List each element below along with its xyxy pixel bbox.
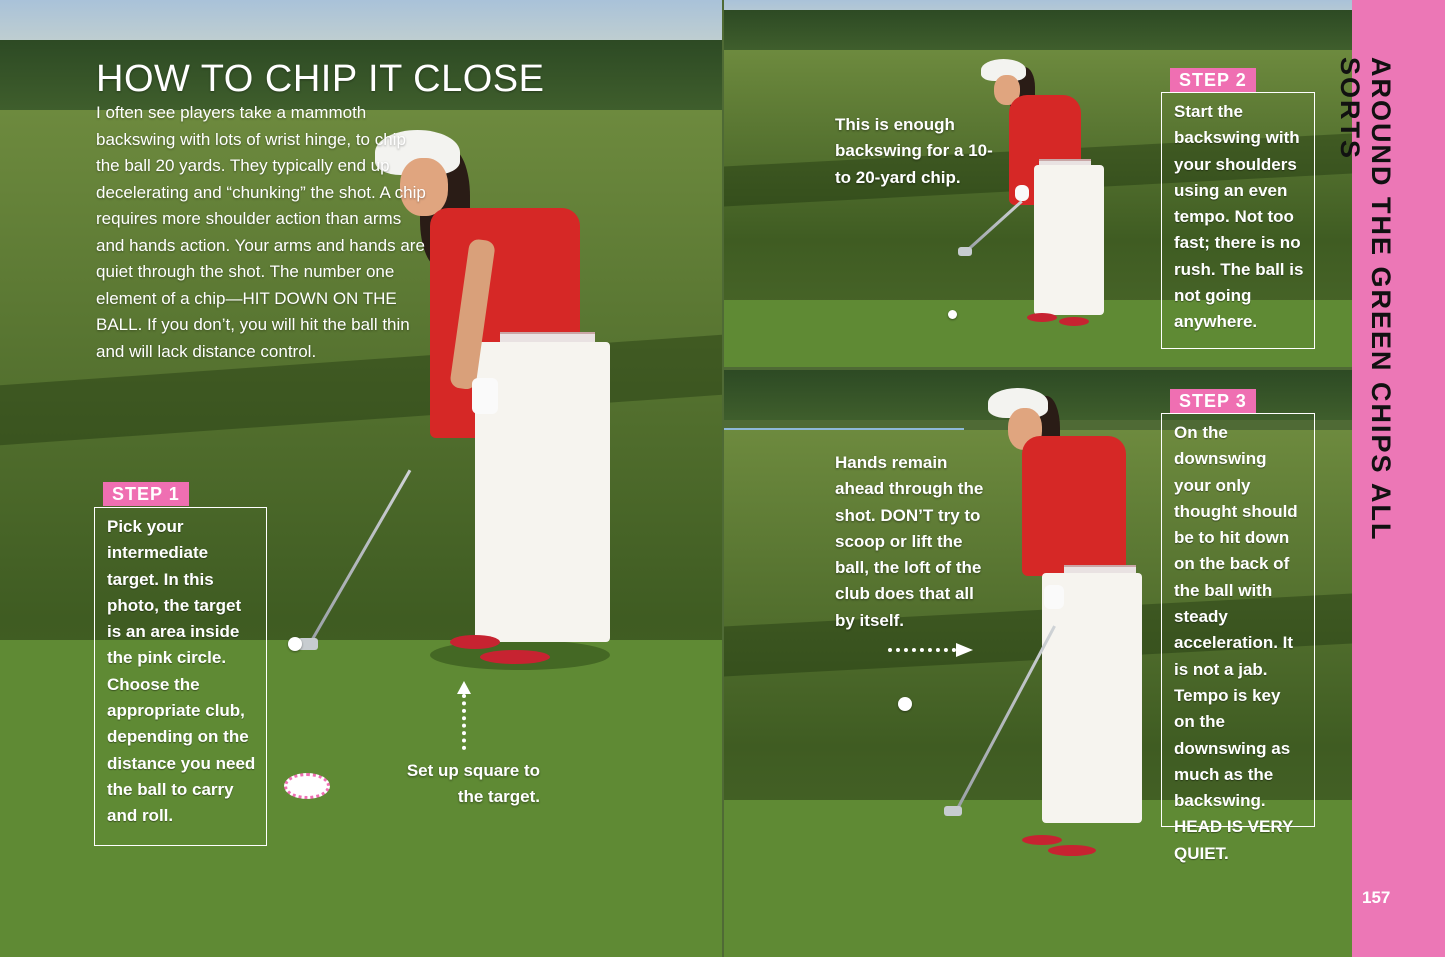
golf-ball [288, 637, 302, 651]
target-circle-icon [284, 773, 330, 799]
headline: HOW TO CHIP IT CLOSE [96, 58, 545, 100]
page-number: 157 [1362, 888, 1391, 907]
caption-setup: Set up square to the target. [406, 761, 540, 807]
step-2-tag: STEP 2 [1170, 68, 1256, 92]
step-1-box: Pick your intermediate target. In this photo, the target is an area inside the pink circle. Choose the appropriate club, depending on the distance you need the ball to carry and roll. [94, 507, 267, 846]
club-head [944, 806, 962, 816]
caption-backswing: This is enough backswing for a 10- to 20-yard chip. [835, 115, 993, 187]
up-arrow-icon [457, 681, 471, 694]
tree-line [724, 10, 1352, 50]
step-2-box: Start the backswing with your shoulders using an even tempo. Not too fast; there is no rush. The ball is not going anywhere. [1161, 92, 1315, 349]
step-1-tag: STEP 1 [103, 482, 189, 506]
right-arrow-shaft [888, 648, 956, 652]
golf-ball [948, 310, 957, 319]
section-title: AROUND THE GREEN CHIPS ALL SORTS [1335, 57, 1396, 542]
caption-hands: Hands remain ahead through the shot. DON’T try to scoop or lift the ball, the loft of the club does that all by itself. [835, 453, 984, 630]
intro-paragraph: I often see players take a mammoth backswing with lots of wrist hinge, to chip the ball 20 yards. They typically end up decelerating and “chunking” the shot. A chip requires more shoulder action than arms and hands action. Your arms and hands are quiet through the shot. The number one element of a chip—HIT DOWN ON THE BALL. If you don’t, you will hit the ball thin and will lack distance control. [96, 103, 426, 361]
step-3-tag: STEP 3 [1170, 389, 1256, 413]
golf-ball [898, 697, 912, 711]
up-arrow-shaft [462, 694, 466, 750]
step-3-box: On the downswing your only thought should be to hit down on the back of the ball with steady acceleration. It is not a jab. Tempo is key on the downswing as much as the backswing. HEAD IS VERY QUIET. [1161, 413, 1315, 827]
right-arrow-icon [956, 643, 973, 657]
club-head [958, 247, 972, 256]
